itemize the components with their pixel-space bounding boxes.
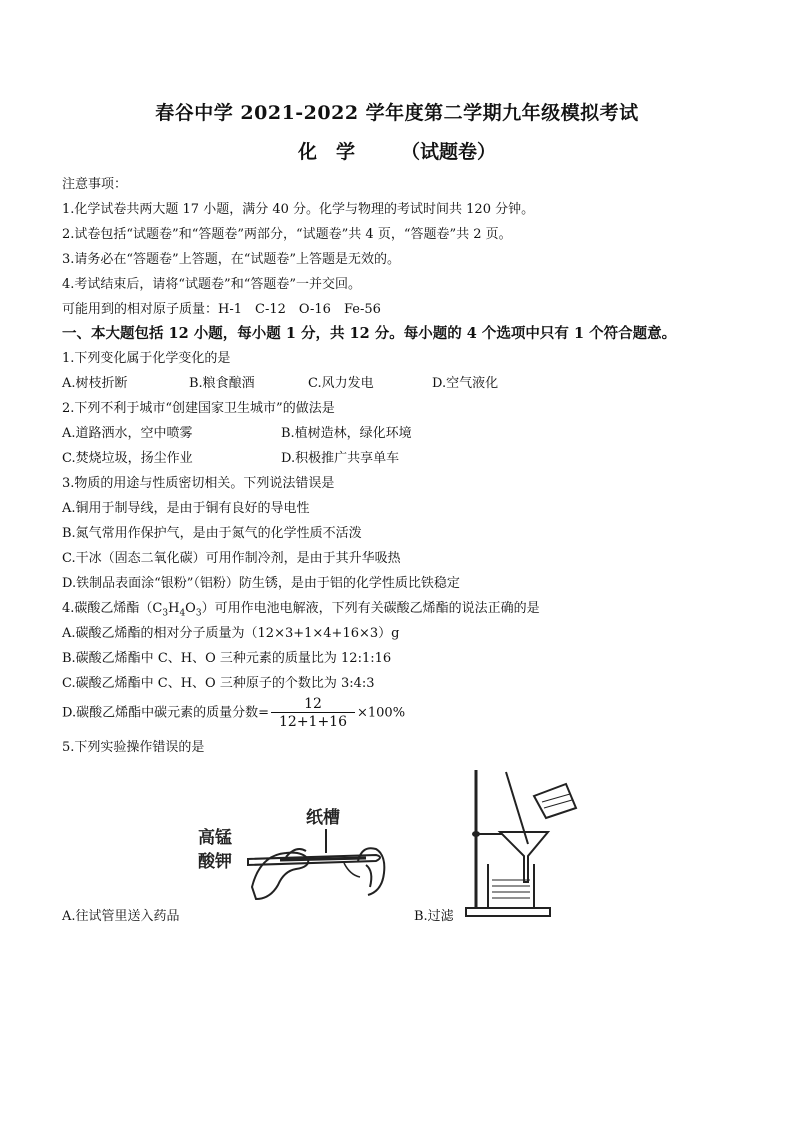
figure-label-paper-trough: 纸槽 (306, 808, 340, 828)
q1-option-c: C.风力发电 (308, 376, 374, 391)
test-tube-figure (190, 795, 400, 905)
q2-option-c: C.焚烧垃圾，扬尘作业 (62, 451, 193, 466)
exam-title: 春谷中学 2021-2022 学年度第二学期九年级模拟考试 (155, 102, 639, 124)
q1-option-b: B.粮食酿酒 (189, 376, 255, 391)
q4-option-a: A.碳酸乙烯酯的相对分子质量为（12×3+1×4+16×3）g (62, 626, 400, 641)
section-heading: 一、本大题包括 12 小题，每小题 1 分，共 12 分。每小题的 4 个选项中只有 1 个符合题意。 (62, 325, 677, 342)
notes-heading: 注意事项： (62, 177, 128, 192)
question-2-stem: 2.下列不利于城市“创建国家卫生城市”的做法是 (62, 401, 335, 416)
figure-label-kmno4-1: 高锰 (198, 828, 232, 848)
subject-name: 化 学 (297, 141, 355, 163)
q3-option-d: D.铁制品表面涂“银粉”（铝粉）防生锈，是由于铝的化学性质比铁稳定 (62, 576, 460, 591)
paper-type: （试题卷） (401, 141, 497, 163)
question-5-stem: 5.下列实验操作错误的是 (62, 740, 205, 755)
question-4-stem: 4.碳酸乙烯酯$(C_3H_4O_3)$可用作电池电解液，下列有关碳酸乙烯酯的说法正确的是 (62, 601, 540, 619)
q5-option-a: A.往试管里送入药品 (62, 909, 180, 924)
q5-option-b: B.过滤 (414, 909, 454, 924)
q2-option-a: A.道路洒水，空中喷雾 (62, 426, 193, 441)
q4-option-d: D.碳酸乙烯酯中碳元素的质量分数= $\frac{12}{12+1+16}$ ×100% (62, 696, 406, 730)
atomic-mass-line: 可能用到的相对原子质量：H-1 C-12 O-16 Fe-56 (62, 302, 381, 317)
mass-fraction: $\frac{12}{12+1+16}$ (271, 696, 355, 730)
q3-option-c: C.干冰（固态二氧化碳）可用作制冷剂，是由于其升华吸热 (62, 551, 401, 566)
question-3-stem: 3.物质的用途与性质密切相关。下列说法错误是 (62, 476, 335, 491)
q2-option-d: D.积极推广共享单车 (281, 451, 400, 466)
note-item: 4.考试结束后，请将“试题卷”和“答题卷”一并交回。 (62, 277, 361, 292)
figure-label-kmno4-2: 酸钾 (198, 852, 232, 872)
note-item: 2.试卷包括“试题卷”和“答题卷”两部分，“试题卷”共 4 页，“答题卷”共 2 页。 (62, 227, 512, 242)
q4-option-b: B.碳酸乙烯酯中 C、H、O 三种元素的质量比为 12:1:16 (62, 651, 392, 666)
filtration-figure (462, 762, 586, 922)
note-item: 3.请务必在“答题卷”上答题，在“试题卷”上答题是无效的。 (62, 252, 400, 267)
q1-option-d: D.空气液化 (432, 376, 499, 391)
q4-option-c: C.碳酸乙烯酯中 C、H、O 三种原子的个数比为 3:4:3 (62, 676, 375, 691)
q3-option-b: B.氮气常用作保护气，是由于氮气的化学性质不活泼 (62, 526, 362, 541)
q1-option-a: A.树枝折断 (62, 376, 128, 391)
q3-option-a: A.铜用于制导线，是由于铜有良好的导电性 (62, 501, 310, 516)
note-item: 1.化学试卷共两大题 17 小题，满分 40 分。化学与物理的考试时间共 120 分钟。 (62, 202, 535, 217)
subject-line (0, 137, 794, 164)
q2-option-b: B.植树造林，绿化环境 (281, 426, 412, 441)
question-1-stem: 1.下列变化属于化学变化的是 (62, 351, 231, 366)
